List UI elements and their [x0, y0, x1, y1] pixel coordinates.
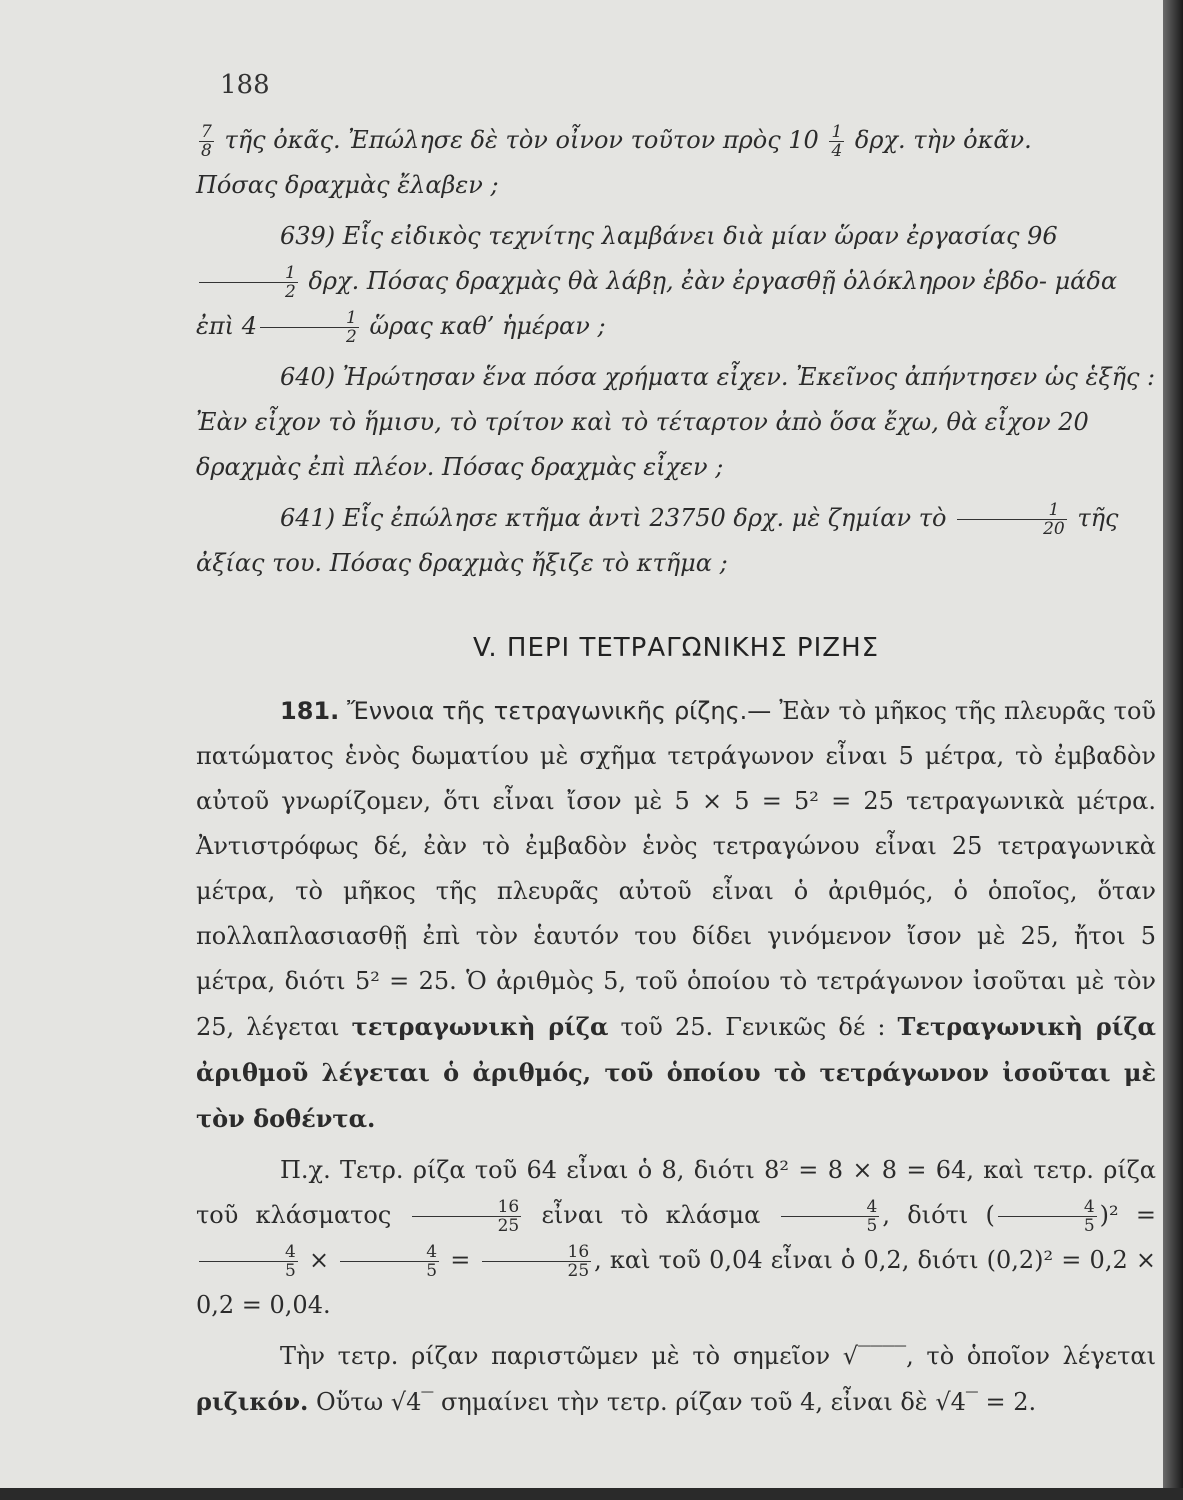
fraction: $\frac{1}{2}$: [199, 264, 298, 301]
exercise-640: 640) Ἠρώτησαν ἕνα πόσα χρήματα εἶχεν. Ἐκεῖνος ἀπήντησεν ὡς ἑξῆς : Ἐὰν εἶχον τὸ ἥμισυ, τὸ τρίτον καὶ τὸ τέταρτον ἀπὸ ὅσα ἔχω, θὰ εἶχον 20 δραχμὰς ἐπὶ πλέον. Πόσας δραχμὰς εἶχεν ;: [196, 363, 1156, 481]
section-181: 181. Ἔννοια τῆς τετραγωνικῆς ρίζης.— Ἐὰν τὸ μῆκος τῆς πλευρᾶς τοῦ πατώματος ἑνὸς δωματίου μὲ σχῆμα τετράγωνον εἶναι 5 μέτρα, τὸ ἐμβαδὸν αὐτοῦ γνωρίζομεν, ὅτι εἶναι ἴσον μὲ 5 × 5 = 5² = 25 τετραγωνικὰ μέτρα. Ἀντιστρόφως δέ, ἐὰν τὸ ἐμβαδὸν ἑνὸς τετραγώνου εἶναι 25 τετραγωνικὰ μέτρα, τὸ μῆκος τῆς πλευρᾶς αὐτοῦ εἶναι ὁ ἀριθμός, ὁ ὁποῖος, ὅταν πολλαπλασιασθῇ ἐπὶ τὸν ἑαυτόν του δίδει γινόμενον ἴσον μὲ 25, ἤτοι 5 μέτρα, διότι 5² = 25. Ὁ ἀριθμὸς 5, τοῦ ὁποίου τὸ τετράγωνον ἰσοῦται μὲ τὸν 25, λέγεται τετραγωνικὴ ρίζα τοῦ 25. Γενικῶς δέ : Τετραγωνικὴ ρίζα ἀριθμοῦ λέγεται ὁ ἀριθμός, τοῦ ὁποίου τὸ τετράγωνον ἰσοῦται μὲ τὸν δοθέντα.: [196, 697, 1157, 1133]
fraction: $\frac{4}{5}$: [340, 1243, 439, 1280]
section-number: 181.: [280, 697, 340, 725]
term-square-root: τετραγωνικὴ ρίζα: [351, 1012, 609, 1041]
exercise-641: 641) Εἷς ἐπώλησε κτῆμα ἀντὶ 23750 δρχ. μὲ ζημίαν τὸ $\frac{1}{20}$ τῆς ἀξίας του. Πόσας δραχμὰς ἤξιζε τὸ κτῆμα ;: [196, 500, 1119, 577]
radical-paragraph: Τὴν τετρ. ρίζαν παριστῶμεν μὲ τὸ σημεῖον √‾‾‾‾, τὸ ὁποῖον λέγεται ριζικόν. Οὕτω √4‾ σημαίνει τὴν τετρ. ρίζαν τοῦ 4, εἶναι δὲ √4‾ = 2.: [196, 1342, 1156, 1416]
fraction: $\frac{4}{5}$: [781, 1198, 880, 1235]
section-title: Ἔννοια τῆς τετραγωνικῆς ρίζης.—: [347, 697, 772, 725]
fraction: $\frac{1}{4}$: [831, 122, 843, 161]
page-content: [196, 118, 1156, 1425]
fraction: $\frac{7}{8}$: [201, 122, 212, 161]
fraction: $\frac{4}{5}$: [998, 1198, 1097, 1235]
definition: Τετραγωνικὴ ρίζα ἀριθμοῦ λέγεται ὁ ἀριθμός, τοῦ ὁποίου τὸ τετράγωνον ἰσοῦται μὲ τὸν δοθέντα.: [196, 1012, 1157, 1133]
exercise-639: 639) Εἷς εἰδικὸς τεχνίτης λαμβάνει διὰ μίαν ὥραν ἐργασίας 96 $\frac{1}{2}$ δρχ. Πόσας δραχμὰς θὰ λάβῃ, ἐὰν ἐργασθῇ ὁλόκληρον ἑβδο- μάδα ἐπὶ 4 $\frac{1}{2}$ ὥρας καθ’ ἡμέραν ;: [196, 222, 1118, 347]
fraction: $\frac{4}{5}$: [199, 1243, 298, 1280]
term-radical: ριζικόν.: [196, 1387, 309, 1416]
page-number: 188: [220, 70, 270, 100]
chapter-heading: V. ΠΕΡΙ ΤΕΤΡΑΓΩΝΙΚΗΣ ΡΙΖΗΣ: [472, 633, 880, 663]
fraction: $\frac{16}{25}$: [482, 1243, 592, 1280]
exercise-638-continuation: $\frac{7}{8}$ τῆς ὀκᾶς. Ἐπώλησε δὲ τὸν οἶνον τοῦτον πρὸς 10 $\frac{1}{4}$ δρχ. τὴν ὀκᾶν. Πόσας δραχμὰς ἔλαβεν ;: [196, 122, 1032, 199]
fraction: $\frac{1}{20}$: [957, 501, 1067, 538]
page-bottom-edge: [0, 1488, 1183, 1500]
examples-paragraph: Π.χ. Τετρ. ρίζα τοῦ 64 εἶναι ὁ 8, διότι 8² = 8 × 8 = 64, καὶ τετρ. ρίζα τοῦ κλάσματος $\frac{16}{25}$ εἶναι τὸ κλάσμα $\frac{4}{5}$ , διότι ( $\frac{4}{5}$ )² = $\frac{4}{5}$ × $\frac{4}{5}$ = $\frac{16}{25}$ , καὶ τοῦ 0,04 εἶναι ὁ 0,2, διότι (0,2)² = 0,2 × 0,2 = 0,04.: [196, 1156, 1156, 1319]
fraction: $\frac{1}{2}$: [260, 309, 359, 346]
fraction: $\frac{16}{25}$: [412, 1198, 522, 1235]
page-edge-shadow: [1163, 0, 1183, 1500]
